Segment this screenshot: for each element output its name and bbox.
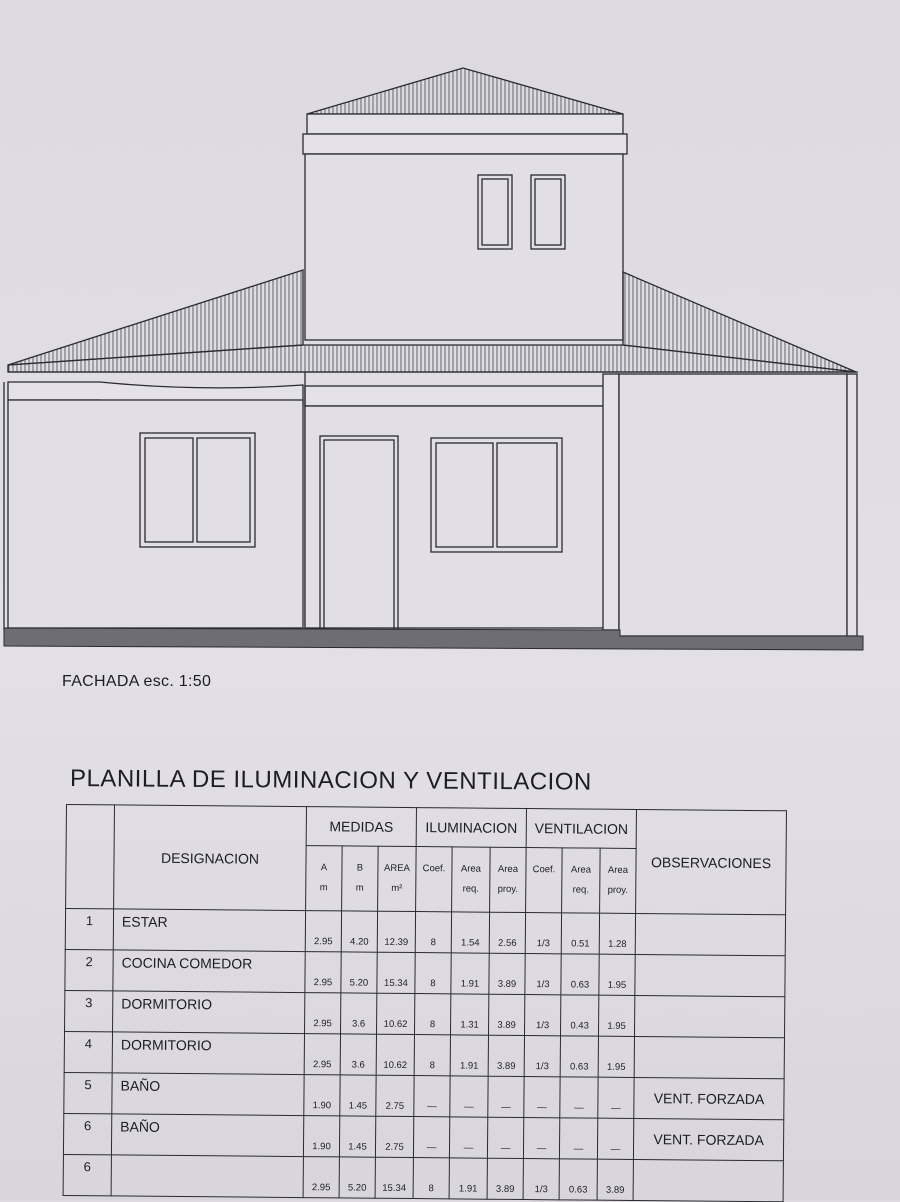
cell-a: 1.90 xyxy=(303,1116,339,1157)
upper-volume xyxy=(305,154,623,340)
cell-il-req: 1.91 xyxy=(450,1035,488,1076)
row-number: 5 xyxy=(64,1072,112,1113)
row-designation: DORMITORIO xyxy=(113,991,305,1034)
cell-il-coef: 8 xyxy=(413,1158,449,1199)
header-number-cell xyxy=(66,805,115,909)
cell-il-proy: 2.56 xyxy=(489,912,525,953)
cell-il-coef: 8 xyxy=(415,994,451,1035)
cell-ve-proy: 1.95 xyxy=(599,995,635,1036)
cell-ve-coef: 1/3 xyxy=(523,1159,559,1200)
row-designation: BAÑO xyxy=(112,1073,304,1116)
header-il-req: Area req. xyxy=(452,847,491,912)
cell-b: 1.45 xyxy=(340,1075,376,1116)
cell-observaciones xyxy=(635,954,785,996)
cell-il-req: 1.91 xyxy=(451,953,489,994)
row-number: 6 xyxy=(63,1154,111,1195)
header-area: AREA m² xyxy=(378,846,417,911)
cell-b: 4.20 xyxy=(341,911,377,952)
cell-ve-req: 0.43 xyxy=(561,995,599,1036)
cell-ve-coef: 1/3 xyxy=(525,995,561,1036)
row-designation: DORMITORIO xyxy=(112,1032,304,1075)
cell-observaciones xyxy=(633,1159,783,1201)
cell-ve-proy: 1.28 xyxy=(599,913,635,954)
cell-ve-coef: — xyxy=(523,1118,559,1159)
cell-ve-coef: — xyxy=(524,1077,560,1118)
cell-area: 2.75 xyxy=(376,1075,414,1116)
cell-ve-coef: 1/3 xyxy=(525,913,561,954)
cell-ve-req: 0.63 xyxy=(560,1036,598,1077)
cell-b: 3.6 xyxy=(341,993,377,1034)
cell-area: 15.34 xyxy=(377,952,415,993)
cell-il-proy: 3.89 xyxy=(489,994,525,1035)
table-row xyxy=(64,1031,784,1078)
cell-ve-proy: 1.95 xyxy=(598,1036,634,1077)
row-designation: COCINA COMEDOR xyxy=(113,950,305,993)
cell-il-req: 1.91 xyxy=(449,1158,487,1199)
cell-il-proy: 3.89 xyxy=(488,1035,524,1076)
cell-il-proy: 3.89 xyxy=(489,953,525,994)
cell-il-coef: — xyxy=(413,1117,449,1158)
cell-ve-coef: 1/3 xyxy=(525,954,561,995)
cell-b: 1.45 xyxy=(339,1116,375,1157)
cell-a: 2.95 xyxy=(303,1157,339,1198)
cell-a: 2.95 xyxy=(305,993,341,1034)
table-row xyxy=(64,1072,784,1119)
cell-il-coef: 8 xyxy=(415,912,451,953)
cell-observaciones xyxy=(635,995,785,1037)
cell-observaciones xyxy=(634,1036,784,1078)
table-row xyxy=(63,1113,783,1160)
row-number: 4 xyxy=(64,1031,112,1072)
cell-ve-proy: — xyxy=(598,1077,634,1118)
cell-il-proy: — xyxy=(488,1076,524,1117)
row-designation: ESTAR xyxy=(113,909,305,952)
cell-a: 2.95 xyxy=(305,952,341,993)
row-number: 3 xyxy=(65,990,113,1031)
cell-ve-req: 0.63 xyxy=(559,1159,597,1200)
row-number: 6 xyxy=(63,1113,111,1154)
cell-area: 10.62 xyxy=(376,1034,414,1075)
header-designacion: DESIGNACION xyxy=(114,805,307,911)
row-designation xyxy=(111,1155,303,1198)
cell-il-req: — xyxy=(450,1076,488,1117)
table-row xyxy=(65,949,785,996)
cell-ve-proy: 1.95 xyxy=(599,954,635,995)
cell-il-req: 1.31 xyxy=(451,994,489,1035)
header-ve-proy: Area proy. xyxy=(600,848,637,913)
row-number: 1 xyxy=(65,909,113,950)
cell-b: 5.20 xyxy=(341,952,377,993)
header-medidas: MEDIDAS xyxy=(306,807,416,847)
cell-il-proy: 3.89 xyxy=(487,1158,523,1199)
header-ve-req: Area req. xyxy=(562,848,601,913)
header-il-proy: Area proy. xyxy=(490,847,527,912)
cell-area: 10.62 xyxy=(377,993,415,1034)
cell-b: 3.6 xyxy=(340,1034,376,1075)
header-observaciones: OBSERVACIONES xyxy=(636,809,787,914)
row-designation: BAÑO xyxy=(111,1114,303,1157)
upper-roof xyxy=(307,68,623,114)
cell-area: 2.75 xyxy=(375,1116,413,1157)
header-iluminacion: ILUMINACION xyxy=(416,808,526,848)
schedule-title: PLANILLA DE ILUMINACION Y VENTILACION xyxy=(69,765,592,796)
header-il-coef: Coef. xyxy=(416,847,453,912)
lighting-ventilation-schedule xyxy=(63,804,786,1196)
cell-il-coef: 8 xyxy=(415,953,451,994)
header-ve-coef: Coef. xyxy=(526,848,563,913)
cell-ve-req: — xyxy=(560,1077,598,1118)
cell-il-coef: 8 xyxy=(414,1035,450,1076)
table-row xyxy=(65,990,785,1037)
drawing-caption: FACHADA esc. 1:50 xyxy=(62,673,212,690)
cell-ve-coef: 1/3 xyxy=(524,1036,560,1077)
header-b: B m xyxy=(342,846,379,911)
cell-ve-proy: — xyxy=(597,1118,633,1159)
cell-observaciones: VENT. FORZADA xyxy=(633,1118,783,1160)
cell-ve-req: — xyxy=(559,1118,597,1159)
row-number: 2 xyxy=(65,949,113,990)
cell-ve-req: 0.63 xyxy=(561,954,599,995)
cell-b: 5.20 xyxy=(339,1157,375,1198)
table-row xyxy=(63,1154,783,1201)
cell-il-proy: — xyxy=(487,1117,523,1158)
cell-il-req: 1.54 xyxy=(451,912,489,953)
cell-il-req: — xyxy=(449,1117,487,1158)
cell-observaciones: VENT. FORZADA xyxy=(634,1077,784,1119)
table-row xyxy=(65,909,785,956)
cell-ve-req: 0.51 xyxy=(561,913,599,954)
header-ventilacion: VENTILACION xyxy=(526,809,636,849)
cell-area: 12.39 xyxy=(377,911,415,952)
cell-observaciones xyxy=(635,913,785,955)
header-a: A m xyxy=(306,846,343,911)
cell-a: 2.95 xyxy=(305,911,341,952)
cell-ve-proy: 3.89 xyxy=(597,1159,633,1200)
cell-area: 15.34 xyxy=(375,1157,413,1198)
cell-a: 1.90 xyxy=(304,1075,340,1116)
header-group-row xyxy=(66,805,786,850)
cell-a: 2.95 xyxy=(304,1034,340,1075)
cell-il-coef: — xyxy=(414,1076,450,1117)
